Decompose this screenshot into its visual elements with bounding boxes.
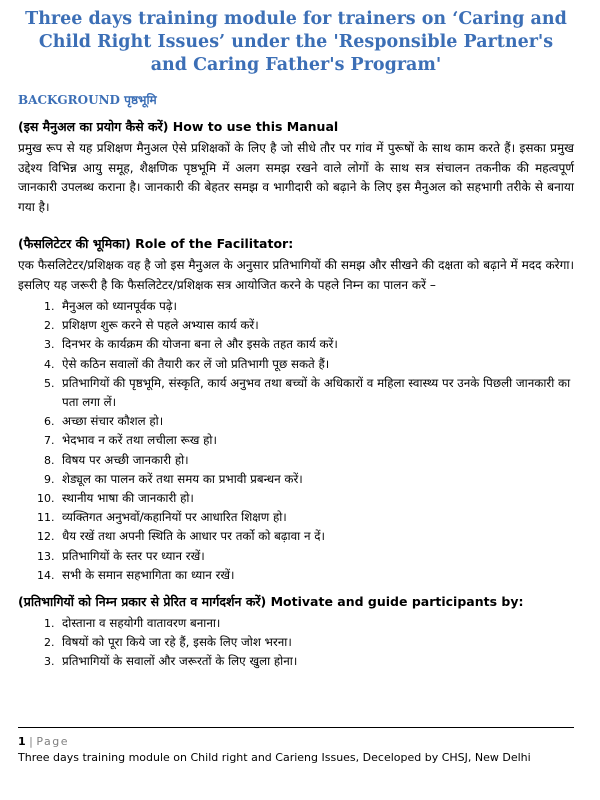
- list-item: 3. दिनभर के कार्यक्रम की योजना बना ले और इसके तहत कार्य करें।: [58, 335, 574, 354]
- list-item: 5. प्रतिभागियों की पृष्ठभूमि, संस्कृति, कार्य अनुभव तथा बच्चों के अधिकारों व महिला स्वास्थ्य पर उनके पिछली जानकारी का पता लगा लें।: [58, 374, 574, 412]
- list-item: 7. भेदभाव न करें तथा लचीला रूख हो।: [58, 431, 574, 450]
- list-item: 1. मैनुअल को ध्यानपूर्वक पढ़े।: [58, 297, 574, 316]
- document-title: Three days training module for trainers on ‘Caring and Child Right Issues’ under the 'Responsible Partner's and Caring Father's Program': [25, 9, 567, 75]
- facilitator-checklist: [18, 297, 574, 585]
- list-item: 2. प्रशिक्षण शुरू करने से पहले अभ्यास कार्य करें।: [58, 316, 574, 335]
- footer-divider: [18, 727, 574, 728]
- list-item: 6. अच्छा संचार कौशल हो।: [58, 412, 574, 431]
- page-number-line: [18, 734, 531, 750]
- list-item: 11. व्यक्तिगत अनुभवों/कहानियों पर आधारित शिक्षण हो।: [58, 508, 574, 527]
- list-item: 4. ऐसे कठिन सवालों की तैयारी कर लें जो प्रतिभागी पूछ सकते हैं।: [58, 355, 574, 374]
- list-item: 10. स्थानीय भाषा की जानकारी हो।: [58, 489, 574, 508]
- motivate-heading: (प्रतिभागियों को निम्न प्रकार से प्रेरित व मार्गदर्शन करें) Motivate and guide participants by:: [18, 594, 524, 610]
- list-item: 2. विषयों को पूरा किये जा रहे हैं, इसके लिए जोश भरना।: [58, 633, 574, 652]
- manual-usage-heading: (इस मैनुअल का प्रयोग कैसे करें) How to use this Manual: [18, 119, 339, 134]
- list-item: 8. विषय पर अच्छी जानकारी हो।: [58, 451, 574, 470]
- section-spacer: [18, 217, 574, 235]
- list-item: 1. दोस्ताना व सहयोगी वातावरण बनाना।: [58, 614, 574, 633]
- list-item: 12. धैय रखें तथा अपनी स्थिति के आधार पर तर्को को बढ़ावा न दें।: [58, 527, 574, 546]
- facilitator-role-paragraph: एक फैसलिटेटर/प्रशिक्षक वह है जो इस मैनुअल के अनुसार प्रतिभागियों की समझ और सीखने की दक्षता को बढ़ाने में मदद करेगा। इसलिए यह जरूरी है कि फैसलिटेटर/प्रशिक्षक सत्र आयोजित करने के पहले निम्न का पालन करें –: [18, 258, 574, 292]
- list-item: 14. सभी के समान सहभागिता का ध्यान रखें।: [58, 566, 574, 585]
- manual-usage-paragraph: प्रमुख रूप से यह प्रशिक्षण मैनुअल ऐसे प्रशिक्षकों के लिए है जो सीधे तौर पर गांव में पुरूषों के साथ काम करते हैं। इसका प्रमुख उद्देश्य विभिन्न आयु समूह, शैक्षणिक पृष्ठभूमि में अलग समझ रखने वाले लोगों के साथ सत्र संचालन तकनीक की महत्वपूर्ण जानकारी उपलब्ध कराना है। जानकारी की बेहतर समझ व भागीदारी को बढ़ाने के लिए इस मैनुअल को सहभागी तरीके से बनाया गया है।: [18, 141, 574, 214]
- motivate-list: [18, 614, 574, 672]
- page-word: Page: [36, 735, 70, 748]
- facilitator-role-heading: (फैसलिटेटर की भूमिका) Role of the Facilitator:: [18, 236, 294, 251]
- list-item: 13. प्रतिभागियों के स्तर पर ध्यान रखें।: [58, 547, 574, 566]
- background-label: BACKGROUND पृष्ठभूमि: [18, 93, 157, 107]
- list-item: 3. प्रतिभागियों के सवालों और जरूरतों के लिए खुला होना।: [58, 652, 574, 671]
- footer-note: Three days training module on Child right and Carieng Issues, Deceloped by CHSJ, New Delhi: [18, 751, 531, 764]
- list-item: 9. शेड्यूल का पालन करें तथा समय का प्रभावी प्रबन्धन करें।: [58, 470, 574, 489]
- page-number: 1: [18, 735, 26, 748]
- page-separator: |: [29, 735, 33, 748]
- page-footer: [18, 734, 531, 766]
